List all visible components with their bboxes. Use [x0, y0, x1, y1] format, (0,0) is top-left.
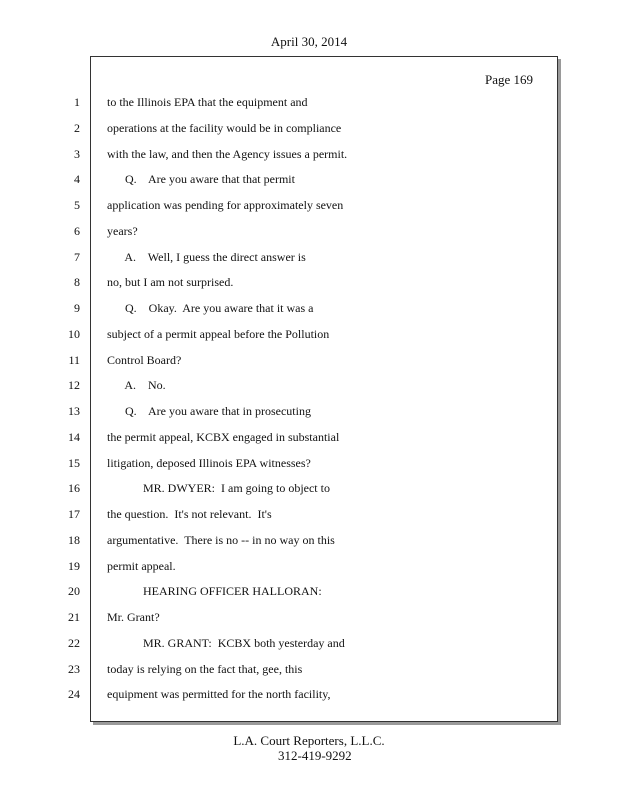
- line-text: to the Illinois EPA that the equipment and: [107, 95, 308, 109]
- line-text: operations at the facility would be in compliance: [107, 121, 342, 135]
- line-text: Mr. Grant?: [107, 610, 160, 624]
- line-text: the question. It's not relevant. It's: [107, 507, 272, 521]
- page-date: April 30, 2014: [270, 34, 348, 49]
- line-text: litigation, deposed Illinois EPA witnesses?: [107, 456, 311, 470]
- line-number: 22: [68, 636, 80, 650]
- line-text: today is relying on the fact that, gee, this: [107, 662, 303, 676]
- line-text: years?: [107, 224, 138, 238]
- page-number: Page 169: [484, 72, 533, 87]
- line-number: 20: [68, 584, 80, 598]
- line-text: Q. Are you aware that that permit: [107, 172, 295, 186]
- line-text: MR. GRANT: KCBX both yesterday and: [107, 636, 345, 650]
- line-number: 5: [74, 198, 80, 212]
- line-number: 15: [68, 456, 80, 470]
- line-number: 23: [68, 662, 80, 676]
- line-number: 9: [74, 301, 80, 315]
- line-text: Q. Are you aware that in prosecuting: [107, 404, 311, 418]
- line-number: 19: [68, 559, 80, 573]
- line-number: 21: [68, 610, 80, 624]
- line-number: 12: [68, 378, 80, 392]
- line-number: 18: [68, 533, 80, 547]
- footer-company: L.A. Court Reporters, L.L.C.: [233, 733, 385, 748]
- line-number: 16: [68, 481, 80, 495]
- line-text: Control Board?: [107, 353, 182, 367]
- line-text: HEARING OFFICER HALLORAN:: [107, 584, 322, 598]
- line-number: 10: [68, 327, 80, 341]
- line-number: 7: [74, 250, 80, 264]
- line-number: 13: [68, 404, 80, 418]
- footer-phone: 312-419-9292: [278, 748, 352, 763]
- line-number: 6: [74, 224, 80, 238]
- line-number: 14: [68, 430, 80, 444]
- line-number: 3: [74, 147, 80, 161]
- line-number: 24: [68, 687, 80, 701]
- line-text: permit appeal.: [107, 559, 176, 573]
- line-number: 4: [74, 172, 80, 186]
- line-number: 1: [74, 95, 80, 109]
- line-number: 2: [74, 121, 80, 135]
- line-text: application was pending for approximately seven: [107, 198, 344, 212]
- line-text: no, but I am not surprised.: [107, 275, 234, 289]
- line-number: 11: [68, 353, 80, 367]
- line-text: A. Well, I guess the direct answer is: [107, 250, 306, 264]
- line-text: equipment was permitted for the north facility,: [107, 687, 331, 701]
- line-text: subject of a permit appeal before the Pollution: [107, 327, 330, 341]
- line-text: A. No.: [107, 378, 166, 392]
- line-text: MR. DWYER: I am going to object to: [107, 481, 330, 495]
- line-text: the permit appeal, KCBX engaged in substantial: [107, 430, 340, 444]
- line-number: 17: [68, 507, 80, 521]
- line-text: Q. Okay. Are you aware that it was a: [107, 301, 314, 315]
- line-text: with the law, and then the Agency issues a permit.: [107, 147, 348, 161]
- line-number: 8: [74, 275, 80, 289]
- line-text: argumentative. There is no -- in no way on this: [107, 533, 335, 547]
